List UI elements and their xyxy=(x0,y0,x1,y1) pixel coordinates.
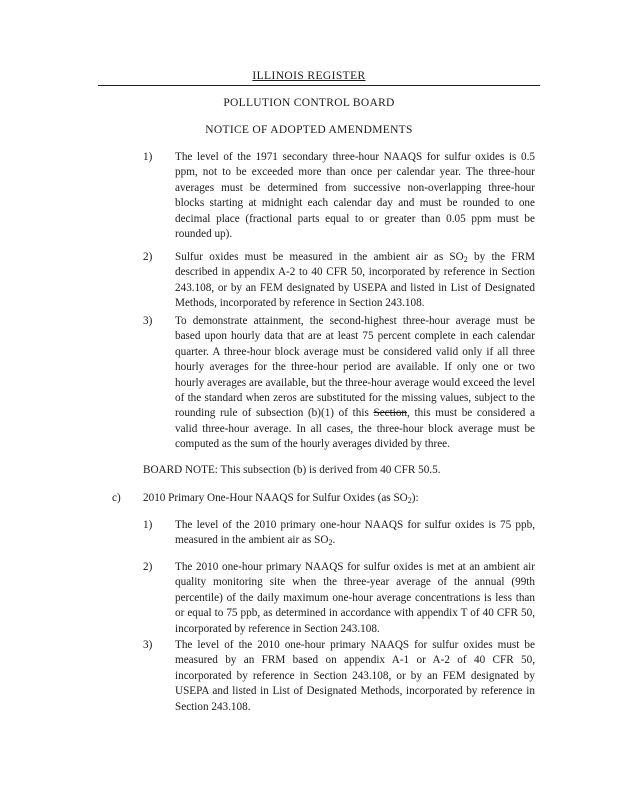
subsection-letter: c) xyxy=(112,492,121,504)
item-text-part: . xyxy=(332,534,336,547)
item-text-part: Sulfur oxides must be measured in the ambient air as SO xyxy=(175,251,464,263)
item-number: 2) xyxy=(143,561,153,573)
item-number: 1) xyxy=(143,151,153,163)
struck-text: Section xyxy=(373,407,408,420)
board-note: BOARD NOTE: This subsection (b) is derived from 40 CFR 50.5. xyxy=(143,464,441,476)
item-number: 3) xyxy=(143,315,153,327)
item-text: The level of the 2010 one-hour primary NAAQS for sulfur oxides must be measured by an FRM based on appendix A-1 or A-2 of 40 CFR 50, incorporated by reference in Section 243.108, or by an FEM designated by USEPA and listed in List of Designated Methods, incorporated by reference in Section 243.108. xyxy=(175,639,535,713)
item-text-part: The level of the 2010 primary one-hour NAAQS for sulfur oxides is 75 ppb, measured in the ambient air as SO xyxy=(175,519,535,547)
item-text: The level of the 1971 secondary three-hour NAAQS for sulfur oxides is 0.5 ppm, not to be exceeded more than once per calendar year. The three-hour averages must be determined from successive non-overlapping three-hour blocks starting at midnight each calendar day and must be rounded to one decimal place (fractional parts equal to or greater than 0.05 ppm must be rounded up). xyxy=(175,151,535,241)
heading-part: 2010 Primary One-Hour NAAQS for Sulfur Oxides (as SO xyxy=(143,492,408,504)
item-number: 1) xyxy=(143,519,153,531)
item-text-part: To demonstrate attainment, the second-highest three-hour average must be based upon hourly data that are at least 75 percent complete in each calendar quarter. A three-hour block average must be considered valid only if all three hourly averages for the three-hour period are available. If only one or two hourly averages are available, but the three-hour average would exceed the level of the standard when zeros are substituted for the missing values, subject to the rounding rule of subsection (b)(1) of this xyxy=(175,315,535,420)
item-text: The 2010 one-hour primary NAAQS for sulfur oxides is met at an ambient air quality monitoring site when the three-year average of the annual (99th percentile) of the daily maximum one-hour average concentrations is less than or equal to 75 ppb, as determined in accordance with appendix T of 40 CFR 50, incorporated by reference in Section 243.108. xyxy=(175,561,535,635)
item-text xyxy=(175,250,535,312)
subscript: 2 xyxy=(463,255,468,264)
notice-title: NOTICE OF ADOPTED AMENDMENTS xyxy=(205,124,413,136)
item-number: 3) xyxy=(143,639,153,651)
subsection-title xyxy=(143,491,419,506)
subscript: 2 xyxy=(328,538,333,548)
item-text-part: by the FRM described in appendix A-2 to 40 CFR 50, incorporated by reference in Section 243.108, or by an FEM designated by USEPA and listed in List of Designated Methods, incorporated by reference in Section 243.108. xyxy=(175,251,536,310)
item-text xyxy=(175,518,535,549)
board-title: POLLUTION CONTROL BOARD xyxy=(223,97,395,109)
header-rule xyxy=(98,85,540,86)
item-text xyxy=(175,314,535,453)
register-title: ILLINOIS REGISTER xyxy=(252,70,366,82)
heading-part: ): xyxy=(411,492,419,504)
subscript: 2 xyxy=(407,496,412,505)
item-number: 2) xyxy=(143,251,153,263)
item-text-part: , this must be considered a valid three-hour average. In all cases, the three-hour block average must be computed as the sum of the hourly averages divided by three. xyxy=(175,407,535,451)
